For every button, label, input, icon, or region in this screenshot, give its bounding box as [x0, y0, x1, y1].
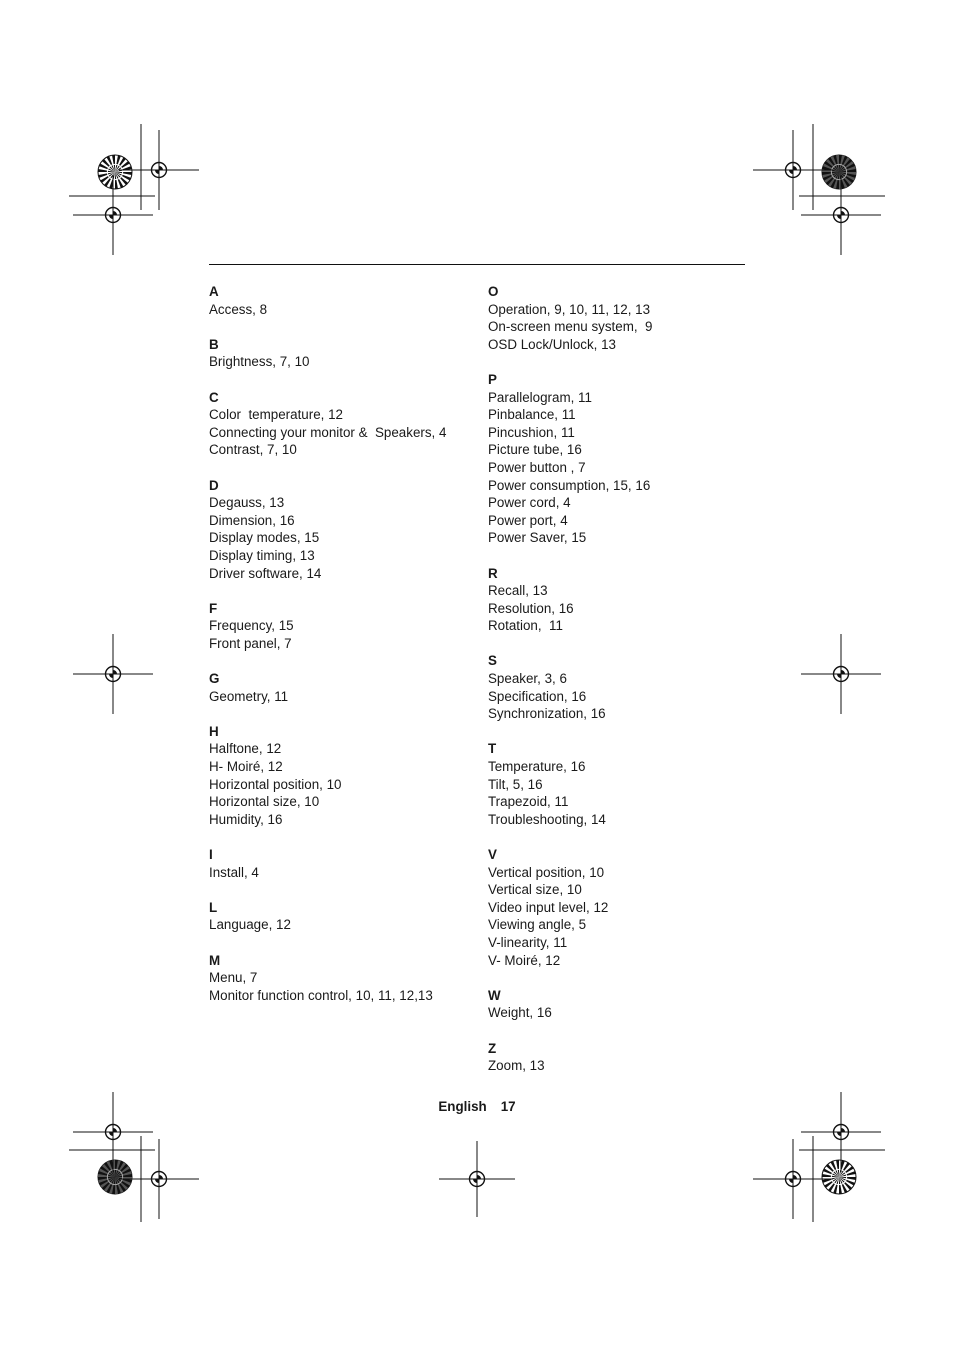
index-letter-heading: C — [209, 389, 219, 405]
index-group — [209, 477, 479, 583]
index-group — [209, 600, 479, 653]
index-group — [209, 952, 479, 1005]
index-group — [209, 389, 479, 459]
index-letter-heading: Z — [488, 1040, 497, 1056]
registration-crosshair-icon — [753, 1139, 833, 1219]
index-entry: Degauss, 13 — [209, 495, 285, 511]
index-entry: Weight, 16 — [488, 1005, 552, 1021]
registration-starburst-icon — [822, 1160, 856, 1194]
index-entry: Display modes, 15 — [209, 530, 320, 546]
index-group — [488, 1040, 748, 1075]
index-letter-heading: D — [209, 477, 219, 493]
index-group — [209, 846, 479, 881]
index-entry: Dimension, 16 — [209, 512, 295, 528]
index-letter-heading: T — [488, 741, 497, 757]
index-group — [209, 670, 479, 705]
index-entry: Synchronization, 16 — [488, 706, 606, 722]
index-letter-heading: B — [209, 336, 219, 352]
index-entry: Horizontal position, 10 — [209, 776, 342, 792]
index-entry: Operation, 9, 10, 11, 12, 13 — [488, 301, 651, 317]
registration-crosshair-icon — [119, 1139, 199, 1219]
index-entry: Front panel, 7 — [209, 635, 292, 651]
index-entry: Recall, 13 — [488, 583, 548, 599]
index-entry: V-linearity, 11 — [488, 934, 568, 950]
index-group — [488, 987, 748, 1022]
index-entry: Menu, 7 — [209, 970, 258, 986]
index-column-right — [488, 283, 748, 1092]
index-letter-heading: V — [488, 847, 497, 862]
index-letter-heading: F — [209, 600, 218, 616]
index-group — [209, 723, 479, 829]
index-letter-heading: H — [209, 723, 219, 739]
registration-crosshair-icon — [73, 634, 153, 714]
index-group — [209, 899, 479, 934]
index-group — [488, 371, 748, 547]
index-group — [488, 740, 748, 828]
index-entry: Pincushion, 11 — [488, 424, 575, 440]
index-entry: Monitor function control, 10, 11, 12,13 — [209, 987, 433, 1003]
registration-starburst-icon — [822, 155, 856, 189]
index-entry: V- Moiré, 12 — [488, 952, 561, 968]
index-letter-heading: S — [488, 653, 497, 669]
index-entry: Power Saver, 15 — [488, 530, 587, 546]
index-entry: Halftone, 12 — [209, 741, 282, 757]
index-letter-heading: P — [488, 371, 497, 387]
page-footer — [0, 1099, 954, 1114]
index-entry: Tilt, 5, 16 — [488, 776, 543, 792]
index-entry: Vertical size, 10 — [488, 882, 582, 898]
index-entry: Video input level, 12 — [488, 899, 609, 915]
index-entry: Contrast, 7, 10 — [209, 442, 297, 458]
registration-crosshair-icon — [801, 634, 881, 714]
index-entry: Frequency, 15 — [209, 618, 294, 634]
index-entry: Display timing, 13 — [209, 547, 315, 563]
index-entry: Color temperature, 12 — [209, 407, 343, 423]
index-letter-heading: M — [209, 952, 221, 968]
index-letter-heading: O — [488, 284, 499, 299]
registration-crosshair-icon — [439, 1141, 515, 1217]
page-number: 17 — [500, 1099, 516, 1114]
index-entry: OSD Lock/Unlock, 13 — [488, 336, 617, 352]
index-letter-heading: R — [488, 565, 498, 581]
index-entry: Troubleshooting, 14 — [488, 811, 606, 827]
index-entry: Picture tube, 16 — [488, 442, 582, 458]
index-group — [488, 283, 748, 353]
index-letter-heading: L — [209, 899, 218, 915]
index-entry: Connecting your monitor & Speakers, 4 — [209, 424, 447, 440]
registration-starburst-icon — [98, 1160, 132, 1194]
index-letter-heading: I — [209, 847, 213, 862]
index-entry: Geometry, 11 — [209, 688, 289, 704]
footer-language: English — [438, 1099, 487, 1114]
index-letter-heading: W — [488, 987, 501, 1003]
index-entry: Parallelogram, 11 — [488, 389, 592, 405]
index-group — [488, 652, 748, 722]
index-entry: Vertical position, 10 — [488, 864, 605, 880]
index-entry: Zoom, 13 — [488, 1058, 545, 1074]
index-entry: Driver software, 14 — [209, 565, 322, 581]
index-group — [488, 846, 748, 969]
index-entry: Rotation, 11 — [488, 618, 563, 634]
index-entry: Power consumption, 15, 16 — [488, 477, 651, 493]
registration-crosshair-icon — [119, 130, 199, 210]
index-entry: Viewing angle, 5 — [488, 917, 587, 933]
index-entry: Speaker, 3, 6 — [488, 671, 567, 687]
index-column-left — [209, 283, 479, 1022]
index-entry: Pinbalance, 11 — [488, 407, 576, 423]
index-entry: Trapezoid, 11 — [488, 794, 569, 810]
index-entry: Power cord, 4 — [488, 495, 571, 511]
index-entry: Horizontal size, 10 — [209, 794, 320, 810]
registration-starburst-icon — [98, 155, 132, 189]
index-letter-heading: G — [209, 671, 220, 687]
index-entry: Access, 8 — [209, 301, 268, 317]
index-entry: Specification, 16 — [488, 688, 587, 704]
index-group — [209, 336, 479, 371]
index-entry: Install, 4 — [209, 864, 259, 880]
index-letter-heading: A — [209, 284, 219, 299]
index-entry: Resolution, 16 — [488, 600, 574, 616]
index-entry: Power button , 7 — [488, 459, 586, 475]
index-group — [488, 565, 748, 635]
index-entry: Power port, 4 — [488, 512, 568, 528]
index-entry: On-screen menu system, 9 — [488, 319, 653, 335]
header-rule — [209, 264, 745, 265]
index-entry: Brightness, 7, 10 — [209, 354, 310, 370]
index-entry: H- Moiré, 12 — [209, 759, 283, 775]
index-entry: Temperature, 16 — [488, 759, 586, 775]
index-entry: Language, 12 — [209, 917, 291, 933]
registration-crosshair-icon — [753, 130, 833, 210]
index-group — [209, 283, 479, 318]
index-entry: Humidity, 16 — [209, 811, 283, 827]
